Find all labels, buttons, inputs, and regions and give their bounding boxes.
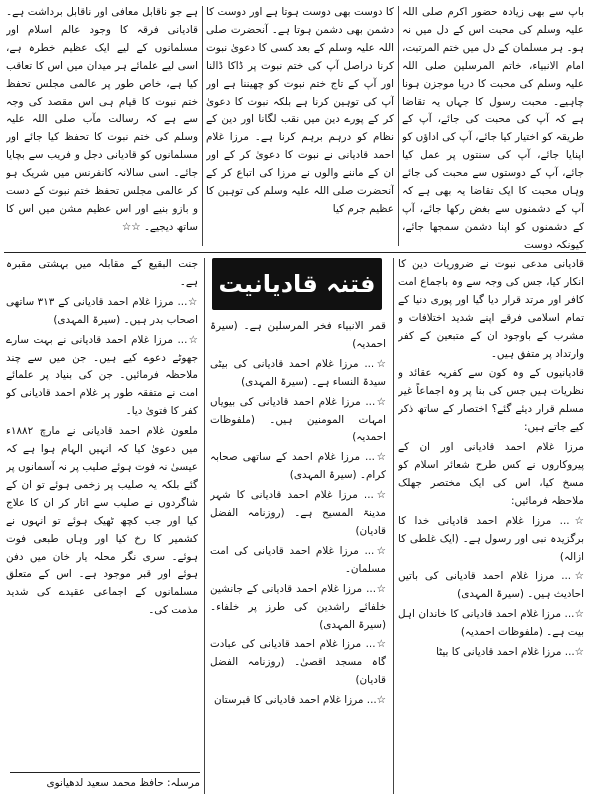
author-credit: مرسلہ: حافظ محمد سعید لدھیانوی: [10, 772, 200, 791]
top-column-middle-text: کا دوست بھی دوست ہوتا ہے اور دوست کا دشمن بھی دشمن ہوتا ہے۔ آنحضرت صلی اللہ علیہ وسلم کے بعد کسی کا دعویٰ نبوت کرنا دراصل آپ کی ختم نبوت پر ڈاکا ڈالنا اور آپ کے تاج ختم نبوت کو چھیننا ہے اور آپ کی توہین کرنا ہے بلکہ نبوت کا دعویٰ کر کے پورے دین میں نقب لگانا اور دین کے نظام کو درہم برہم کرنا ہے۔ مرزا غلام احمد قادیانی نے نبوت کا دعویٰ کر کے اور ان کے ماننے والوں نے مرزا کی اتباع کر کے آنحضرت صلی اللہ علیہ وسلم کی توہین کا عظیم جرم کیا: [206, 6, 394, 215]
paragraph: مرزا غلام احمد قادیانی اور ان کے پیروکاروں نے کس طرح شعائر اسلام کو مسخ کیا، اس کی ایک مختصر جھلک ملاحظہ فرمائیں:: [398, 441, 584, 507]
list-item: ☆... مرزا غلام احمد قادیانی کی باتیں احادیث ہیں۔ (سیرۃ المہدی): [398, 570, 584, 601]
bottom-column-left: [6, 256, 198, 768]
list-item: قمر الانبیاء فخر المرسلین ہے۔ (سیرۃ احمدیہ): [210, 320, 386, 350]
bottom-column-middle: [210, 318, 386, 796]
section-divider: [4, 252, 586, 253]
column-divider: [393, 258, 394, 794]
column-divider: [398, 6, 399, 246]
top-column-left-text: ہے جو ناقابل معافی اور ناقابل برداشت ہے۔ قادیانی فرقہ کا وجود عالم اسلام اور مسلمانوں کے لیے ایک عظیم خطرہ ہے، اسی لیے علمائے ہر میدان میں اس کا تعاقب کیا ہے، خاص طور پر عالمی مجلس تحفظ ختم نبوت کا قیام ہی اس مقصد کی وجہ سے ہے کہ رسالت مآب صلی اللہ علیہ وسلم کی ختم نبوت کا تحفظ کیا جائے اور مسلمانوں کو قادیانی دجل و فریب سے بچایا جائے۔ اسی سالانہ کانفرنس میں شریک ہو کر عالمی مجلس تحفظ ختم نبوت کے دست و بازو بنیے اور اس عظیم مشن میں اس کا ساتھ دیجیے۔ ☆☆: [6, 6, 198, 233]
list-item: ☆... مرزا غلام احمد قادیانی نے بہت سارے جھوٹے دعوے کیے ہیں۔ جن میں سے چند ملاحظہ فرمائیں۔ جن کی بنیاد پر علمائے امت نے متفقہ طور پر غلام احمد قادیانی کو کفر کا فتویٰ دیا۔: [6, 333, 198, 418]
column-divider: [202, 6, 203, 246]
bottom-column-right: [398, 256, 584, 796]
top-column-middle: [206, 4, 394, 250]
list-item: ☆... مرزا غلام احمد قادیانی کی امت مسلمان۔: [210, 544, 386, 575]
list-item: ☆... مرزا غلام احمد قادیانی کی عبادت گاہ مسجد اقصیٰ۔ (روزنامہ الفضل قادیان): [210, 638, 386, 687]
paragraph: ملعون غلام احمد قادیانی نے مارچ ۱۸۸۲ء میں دعویٰ کیا کہ انہیں الہام ہوا ہے کہ عیسیٰ نہ فوت ہوئے صلیب پر نہ آسمانوں پر گئے بلکہ یہ صلیب پر زخمی ہوئے تو ان کے شاگردوں نے صلیب سے اتار کر ان کا علاج کیا اور جب کچھ ٹھیک ہوئے تو انہوں نے کشمیر کا رخ کیا اور وہاں طبعی فوت ہوئے۔ سری نگر محلہ یار خان میں دفن ہوئے اور قبر موجود ہے۔ اس کے متعلق مسلمانوں کے اجماعی عقیدے کی شدید مذمت کی۔: [6, 425, 198, 617]
article-title: فتنہ قادیانیت: [212, 258, 382, 310]
list-item: ☆... مرزا غلام احمد قادیانی کی بیویاں امہات المومنین ہیں۔ (ملفوظات احمدیہ): [210, 395, 386, 444]
list-item: ☆... مرزا غلام احمد قادیانی کے جانشین خلفائے راشدین کی طرز پر خلفاء۔ (سیرۃ المہدی): [210, 582, 386, 631]
list-item: ☆... مرزا غلام احمد قادیانی کی بیٹی سیدۃ النساء ہے۔ (سیرۃ المہدی): [210, 357, 386, 388]
list-item: ☆... مرزا غلام احمد قادیانی کا بیٹا: [436, 646, 584, 659]
list-item: ☆... مرزا غلام احمد قادیانی کا خاندان اہل بیت ہے۔ (ملفوظات احمدیہ): [398, 608, 584, 639]
list-item: ☆... مرزا غلام احمد قادیانی کا قبرستان: [213, 694, 386, 707]
top-column-right-text: باپ سے بھی زیادہ حضور اکرم صلی اللہ علیہ وسلم کی محبت اس کے دل میں نہ ہو۔ ہر مسلمان کے دل میں ختم المرتبت، امام الانبیاء، خاتم المرسلین صلی اللہ علیہ وسلم کی محبت کا دریا موجزن ہونا چاہیے۔ محبت رسول کا جہاں یہ تقاضا ہے کہ آپ کی محبت کی جائے، آپ کے طریقہ کو اختیار کیا جائے، آپ کی اداؤں کو اپنایا جائے، آپ کی سنتوں پر عمل کیا جائے، آپ کے دوستوں سے محبت کی جائے وہاں محبت کا ایک تقاضا یہ بھی ہے کہ آپ کے دشمنوں سے بغض رکھا جائے، آپ کے دشمنوں کو اپنا دشمن سمجھا جائے، کیونکہ دوست: [402, 6, 584, 250]
top-column-left: [6, 4, 198, 250]
list-item: ☆... مرزا غلام احمد کے ساتھی صحابہ کرام۔ (سیرۃ المہدی): [210, 451, 386, 482]
paragraph: جنت البقیع کے مقابلہ میں بہشتی مقبرہ ہے۔: [6, 258, 198, 288]
column-divider: [204, 258, 205, 794]
list-item: ☆... مرزا غلام احمد قادیانی خدا کا برگزیدہ نبی اور رسول ہے۔ (ایک غلطی کا ازالہ): [398, 514, 584, 563]
list-item: ☆... مرزا غلام احمد قادیانی کا شہر مدینۃ المسیح ہے۔ (روزنامہ الفضل قادیان): [210, 489, 386, 537]
list-item: ☆... مرزا غلام احمد قادیانی کے ۳۱۳ ساتھی اصحاب بدر ہیں۔ (سیرۃ المہدی): [6, 295, 198, 326]
paragraph: قادیانیوں کے وہ کون سے کفریہ عقائد و نظریات ہیں جس کی بنا پر وہ اجماعاً غیر مسلم قرار دیئے گئے؟ اختصار کے ساتھ ذکر کیے جاتے ہیں:: [398, 367, 584, 434]
top-column-right: [402, 4, 584, 250]
paragraph: قادیانی مدعی نبوت نے ضروریات دین کا انکار کیا، جس کی وجہ سے وہ باجماع امت کافر اور مرتد قرار دیا گیا اور پوری دنیا کے تمام اسلامی فرقے اپنے شدید اختلافات و مشرب کے باوجود ان کے متبعین کے کفر وارتداد پر متفق ہیں۔: [398, 258, 584, 360]
